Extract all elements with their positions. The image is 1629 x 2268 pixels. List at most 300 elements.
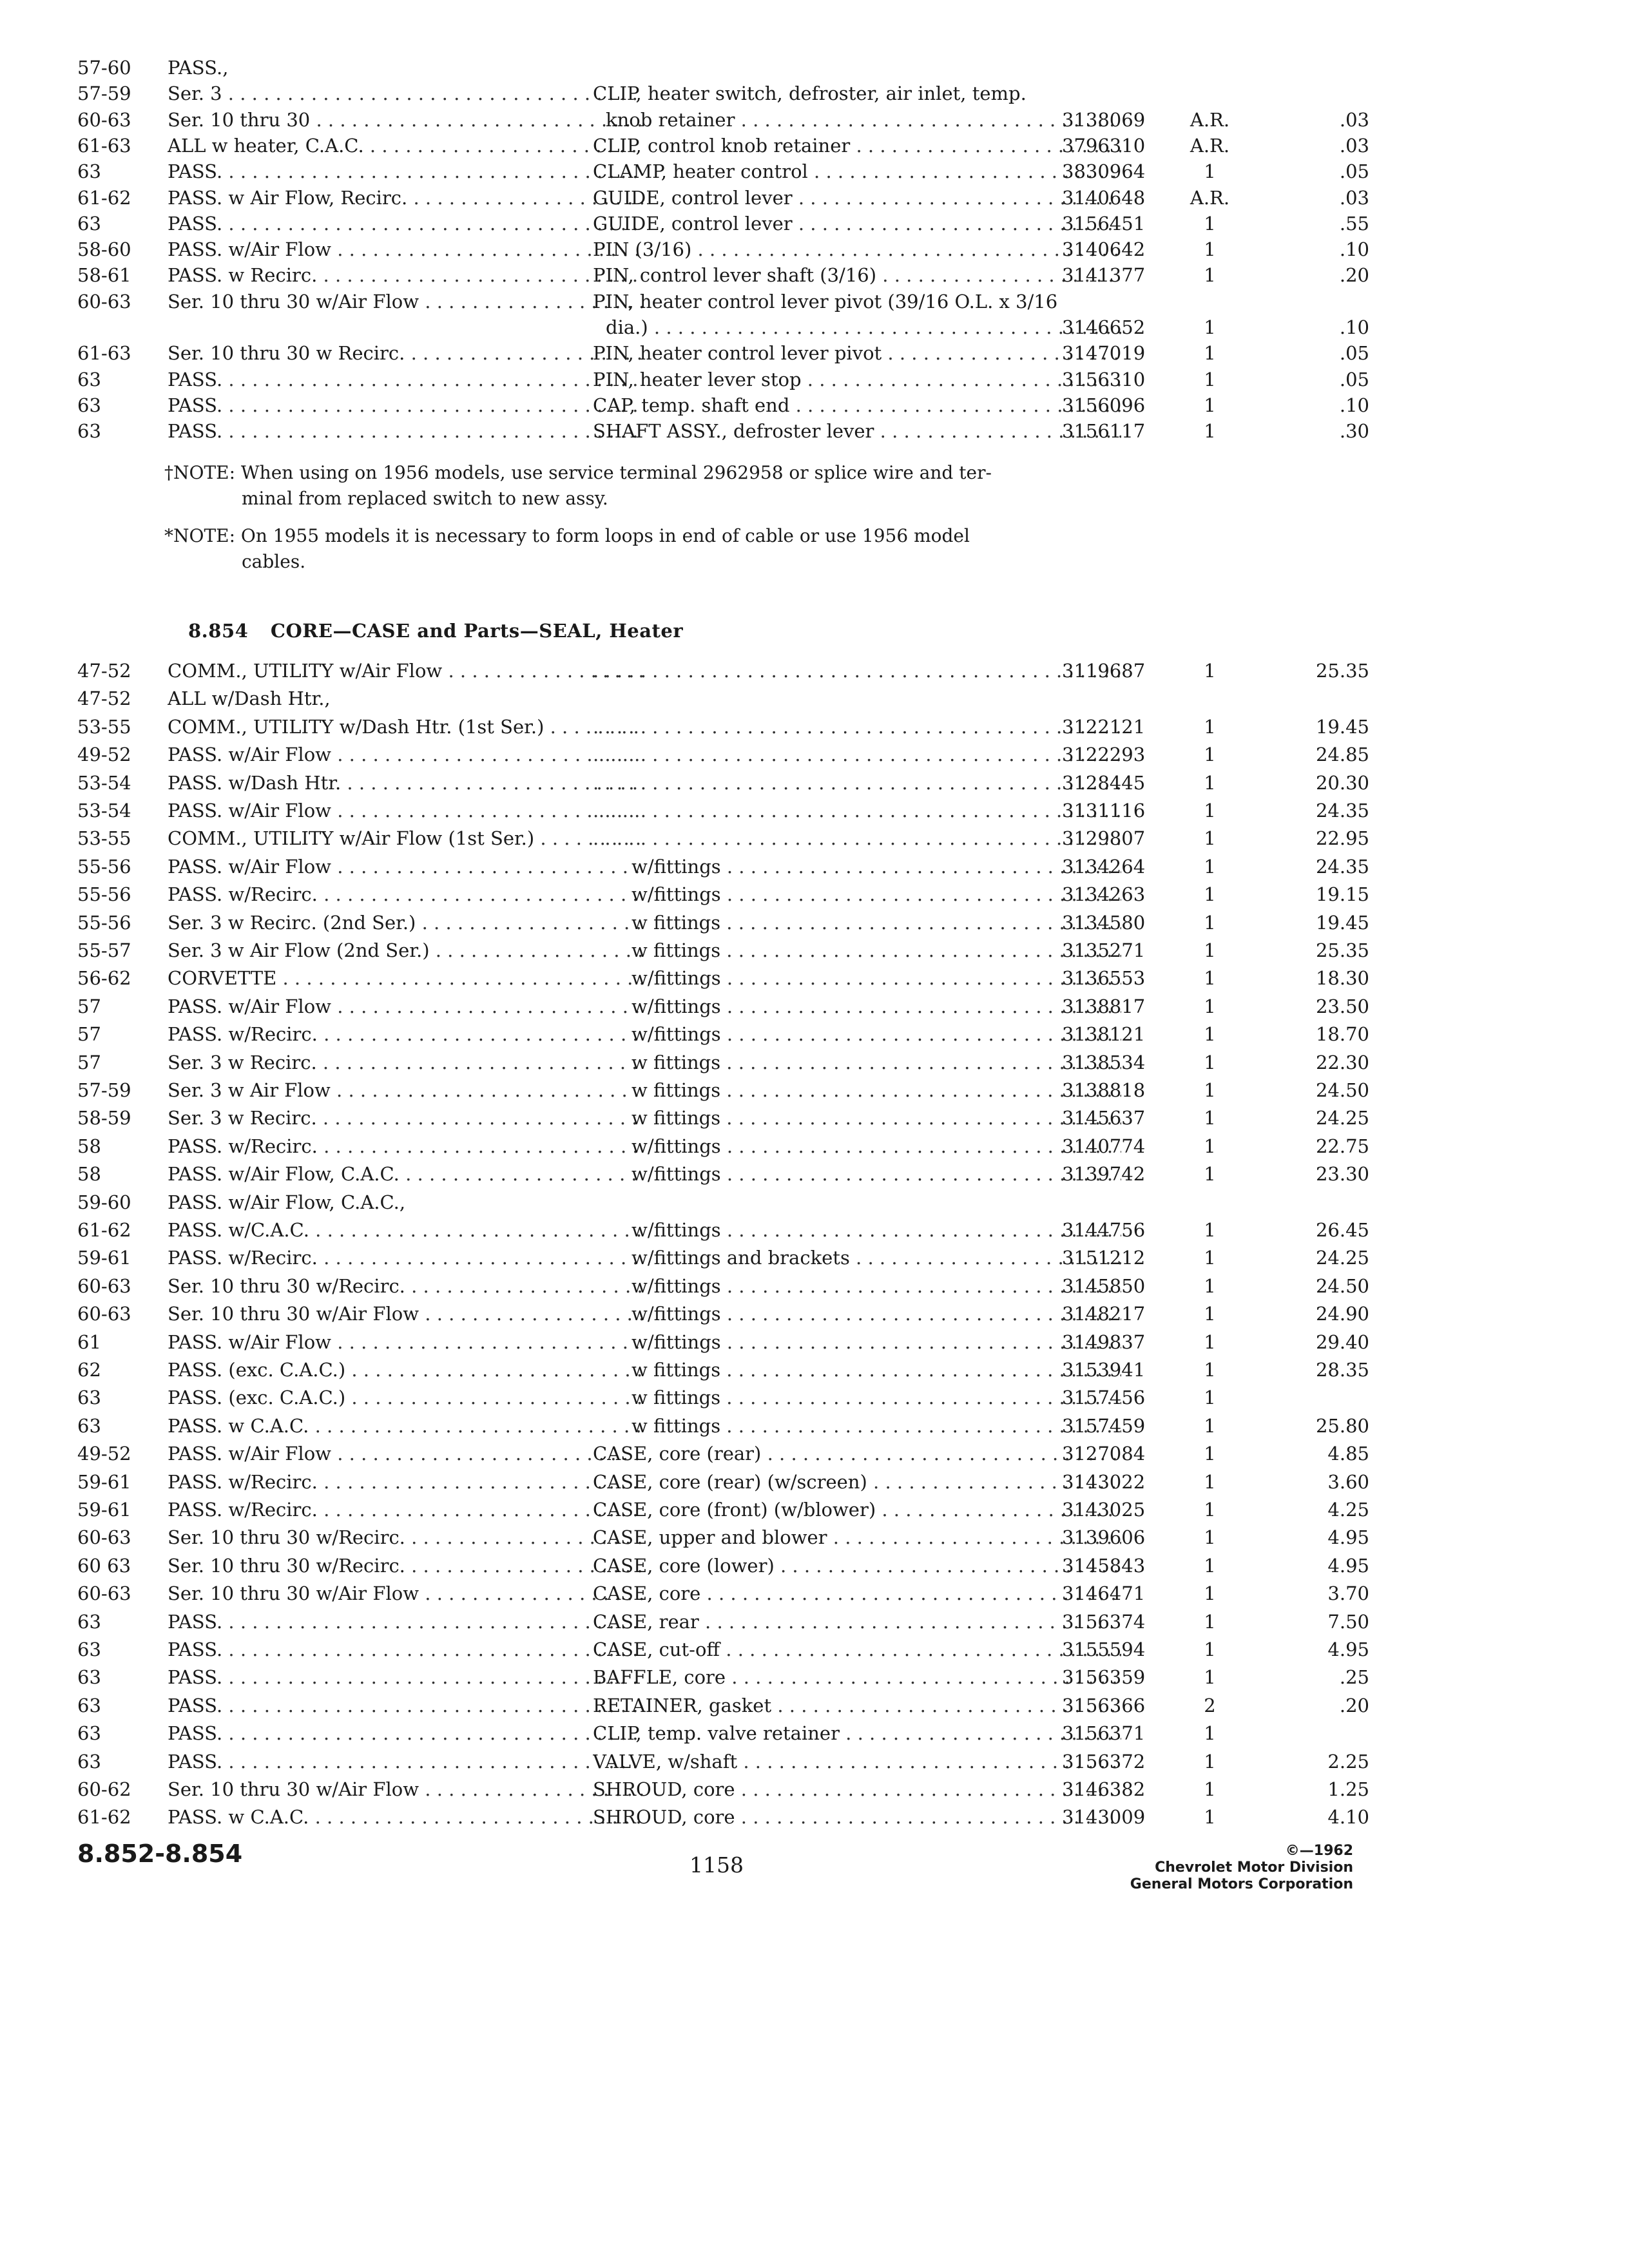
- year-cell: [77, 340, 164, 367]
- year-cell-text: 62: [77, 1359, 101, 1381]
- table-row: [77, 158, 1369, 186]
- price-cell: [1247, 1329, 1369, 1356]
- quantity-cell: [1173, 1776, 1247, 1803]
- quantity-cell: [1173, 1552, 1247, 1580]
- price-cell-text: .05: [1339, 368, 1369, 390]
- table-row: [77, 1049, 1369, 1077]
- model-cell: [168, 685, 644, 713]
- price-cell: [1247, 314, 1369, 341]
- table-row: [77, 1216, 1369, 1244]
- table-row: [77, 80, 1302, 108]
- description-cell-text: w/fittings . . .: [631, 1275, 1121, 1297]
- price-cell: [1247, 1692, 1369, 1720]
- table-row: [77, 1077, 1369, 1104]
- description-cell: [631, 1356, 1121, 1384]
- year-cell: [77, 106, 164, 134]
- part-number-cell: [1062, 1049, 1171, 1077]
- description-cell-text: w/fittings and brackets . . .: [631, 1247, 1121, 1269]
- price-cell: [1247, 106, 1369, 134]
- model-cell: [168, 1524, 644, 1552]
- model-cell-text: Ser. 10 thru 30 w/Air Flow . . .: [168, 1303, 644, 1325]
- quantity-cell-text: 1: [1204, 1750, 1216, 1773]
- quantity-cell-text: 2: [1204, 1694, 1216, 1716]
- price-cell: [1247, 937, 1369, 965]
- quantity-cell-text: 1: [1204, 1610, 1216, 1633]
- quantity-cell: [1173, 366, 1247, 394]
- price-cell-text: 4.95: [1327, 1526, 1369, 1549]
- table-row: [77, 769, 1369, 797]
- table-row: [77, 1803, 1369, 1831]
- description-cell-text: dia.) . . .: [606, 316, 1121, 338]
- description-cell-text: SHAFT ASSY., defroster lever . . .: [593, 420, 1121, 442]
- price-cell-text: 24.35: [1315, 855, 1369, 878]
- price-cell-text: .10: [1339, 238, 1369, 261]
- description-cell: [593, 1692, 1121, 1720]
- year-cell-text: 56-62: [77, 967, 131, 990]
- description-cell-text: knob retainer . . .: [606, 109, 1121, 131]
- part-number-cell: [1062, 713, 1171, 741]
- quantity-cell-text: 1: [1204, 1806, 1216, 1829]
- quantity-cell: [1173, 1384, 1247, 1412]
- part-number-cell: [1062, 1356, 1171, 1384]
- quantity-cell: [1173, 106, 1247, 134]
- price-cell-text: 4.95: [1327, 1639, 1369, 1660]
- quantity-cell-text: 1: [1204, 827, 1216, 850]
- part-number-cell: [1062, 262, 1171, 289]
- price-cell: [1247, 1608, 1369, 1636]
- part-number-cell-text: 3145637: [1062, 1107, 1146, 1129]
- year-cell-text: 59-61: [77, 1470, 131, 1493]
- part-number-cell-text: 3156451: [1062, 212, 1146, 235]
- model-cell: [168, 937, 644, 965]
- model-cell-text: Ser. 10 thru 30 w/Recirc. . . .: [168, 1555, 644, 1577]
- price-cell: [1247, 1160, 1369, 1188]
- table-row: [77, 825, 1369, 852]
- description-cell: [593, 1440, 1121, 1468]
- quantity-cell-text: 1: [1204, 995, 1216, 1017]
- year-cell: [77, 132, 164, 160]
- year-cell: [77, 1552, 164, 1580]
- price-cell: [1247, 418, 1369, 445]
- price-cell-text: 3.60: [1327, 1470, 1369, 1493]
- model-cell-text: PASS. w/Air Flow . . .: [168, 800, 644, 822]
- year-cell-text: 53-55: [77, 715, 131, 738]
- model-cell-text: PASS. w/Air Flow . . .: [168, 238, 644, 260]
- year-cell-text: 58-60: [77, 238, 131, 261]
- table-row: [77, 1636, 1369, 1664]
- quantity-cell: [1173, 418, 1247, 445]
- price-cell: [1247, 210, 1369, 238]
- quantity-cell: [1173, 340, 1247, 367]
- table-row: [77, 1244, 1369, 1272]
- model-cell: [168, 769, 644, 797]
- part-number-cell: [1062, 392, 1171, 419]
- model-cell: [168, 1021, 644, 1048]
- description-cell: [593, 80, 1121, 108]
- price-cell: [1247, 366, 1369, 394]
- price-cell: [1247, 262, 1369, 289]
- model-cell: [168, 132, 644, 160]
- year-cell: [77, 262, 164, 289]
- quantity-cell-text: 1: [1204, 715, 1216, 738]
- price-cell-text: 3.70: [1327, 1582, 1369, 1605]
- part-number-cell-text: 3138069: [1062, 108, 1146, 131]
- part-number-cell: [1062, 965, 1171, 992]
- year-cell-text: 63: [77, 368, 101, 390]
- model-cell: [168, 80, 644, 108]
- page-number: 1158: [689, 1852, 744, 1878]
- quantity-cell-text: 1: [1204, 855, 1216, 878]
- description-cell-text: w fittings . . .: [631, 939, 1121, 961]
- part-number-cell-text: 3145850: [1062, 1274, 1146, 1297]
- year-cell: [77, 1104, 164, 1132]
- model-cell-text: PASS. w/Recirc. . . .: [168, 1499, 644, 1521]
- part-number-cell: [1062, 236, 1171, 264]
- year-cell: [77, 1077, 164, 1104]
- price-cell-text: 24.90: [1315, 1303, 1369, 1325]
- year-cell-text: 47-52: [77, 687, 131, 710]
- quantity-cell-text: A.R.: [1190, 108, 1230, 131]
- price-cell: [1247, 184, 1369, 212]
- quantity-cell: [1173, 909, 1247, 937]
- table-row: [77, 797, 1369, 825]
- model-cell: [168, 54, 644, 82]
- quantity-cell-text: 1: [1204, 1274, 1216, 1297]
- year-cell-text: 57: [77, 1023, 101, 1046]
- price-cell-text: 19.45: [1315, 715, 1369, 738]
- model-cell-text: PASS. . . .: [168, 369, 644, 390]
- price-cell-text: .10: [1339, 394, 1369, 416]
- table-row: [77, 106, 1369, 134]
- part-number-cell-text: 3129807: [1062, 827, 1146, 850]
- year-cell-text: 58-59: [77, 1107, 131, 1129]
- table-row: [77, 366, 1369, 394]
- section-range: 8.852-8.854: [77, 1840, 243, 1868]
- year-cell: [77, 1608, 164, 1636]
- price-cell-text: 23.30: [1315, 1163, 1369, 1186]
- price-cell-text: 4.95: [1327, 1554, 1369, 1577]
- table-row: [77, 1468, 1369, 1496]
- description-cell: [593, 418, 1121, 445]
- model-cell-text: Ser. 10 thru 30 w/Air Flow . . .: [168, 291, 644, 312]
- part-number-cell-text: 3144756: [1062, 1219, 1146, 1241]
- description-cell: [593, 210, 1121, 238]
- part-number-cell: [1062, 340, 1171, 367]
- price-cell-text: 25.80: [1315, 1414, 1369, 1437]
- model-cell-text: PASS. w/Recirc. . . .: [168, 1247, 644, 1269]
- quantity-cell-text: 1: [1204, 316, 1216, 338]
- part-number-cell-text: 3128445: [1062, 771, 1146, 794]
- model-cell: [168, 262, 644, 289]
- model-cell: [168, 1468, 644, 1496]
- year-cell: [77, 1692, 164, 1720]
- year-cell: [77, 909, 164, 937]
- price-cell-text: .03: [1339, 108, 1369, 131]
- part-number-cell-text: 3119687: [1062, 660, 1146, 682]
- price-cell: [1247, 1636, 1369, 1664]
- price-cell: [1247, 1496, 1369, 1524]
- quantity-cell-text: 1: [1204, 1554, 1216, 1577]
- year-cell-text: 60-63: [77, 1582, 131, 1605]
- model-cell: [168, 184, 644, 212]
- year-cell-text: 63: [77, 420, 101, 443]
- model-cell-text: PASS. w/Air Flow . . .: [168, 1443, 644, 1465]
- description-cell-text: w fittings . . .: [631, 1415, 1121, 1437]
- quantity-cell-text: 1: [1204, 1331, 1216, 1353]
- year-cell: [77, 1580, 164, 1608]
- model-cell: [168, 1552, 644, 1580]
- description-cell: [593, 392, 1121, 419]
- model-cell: [168, 853, 644, 881]
- year-cell-text: 58: [77, 1163, 101, 1186]
- price-cell: [1247, 825, 1369, 852]
- table-row: [77, 1160, 1369, 1188]
- description-cell: [593, 825, 1121, 852]
- model-cell-text: PASS. . . .: [168, 394, 644, 416]
- price-cell-text: 1.25: [1327, 1778, 1369, 1800]
- price-cell: [1247, 1216, 1369, 1244]
- price-cell: [1247, 881, 1369, 908]
- year-cell-text: 60-63: [77, 108, 131, 131]
- quantity-cell-text: 1: [1204, 1470, 1216, 1493]
- price-cell-text: .03: [1339, 134, 1369, 157]
- price-cell-text: .20: [1339, 1694, 1369, 1716]
- price-cell-text: 24.85: [1315, 744, 1369, 766]
- section-heading: [188, 620, 683, 642]
- part-number-cell-text: 3139606: [1062, 1526, 1146, 1549]
- model-cell: [168, 825, 644, 852]
- year-cell-text: 63: [77, 212, 101, 235]
- description-cell: [593, 1496, 1121, 1524]
- quantity-cell-text: 1: [1204, 212, 1216, 235]
- year-cell-text: 61-63: [77, 134, 131, 157]
- quantity-cell-text: 1: [1204, 1079, 1216, 1101]
- quantity-cell: [1173, 1077, 1247, 1104]
- part-number-cell-text: 3143022: [1062, 1470, 1146, 1493]
- price-cell-text: 24.25: [1315, 1107, 1369, 1129]
- year-cell: [77, 965, 164, 992]
- description-cell: [593, 1748, 1121, 1776]
- price-cell: [1247, 1748, 1369, 1776]
- price-cell-text: .10: [1339, 316, 1369, 338]
- description-cell: [593, 713, 1121, 741]
- description-cell: [631, 1160, 1121, 1188]
- price-cell-text: 18.70: [1315, 1023, 1369, 1046]
- model-cell-text: Ser. 3 w Air Flow (2nd Ser.) . . .: [168, 939, 644, 961]
- quantity-cell-text: 1: [1204, 1526, 1216, 1549]
- part-number-cell: [1062, 1803, 1171, 1831]
- quantity-cell-text: 1: [1204, 394, 1216, 416]
- quantity-cell: [1173, 1748, 1247, 1776]
- table-row: [77, 1104, 1369, 1132]
- year-cell-text: 53-54: [77, 800, 131, 822]
- model-cell: [168, 741, 644, 769]
- part-number-cell-text: 3136553: [1062, 967, 1146, 990]
- description-cell: [593, 769, 1121, 797]
- table-row: [77, 288, 1302, 316]
- price-cell: [1247, 1021, 1369, 1048]
- year-cell: [77, 1636, 164, 1664]
- part-number-cell: [1062, 881, 1171, 908]
- model-cell-text: Ser. 10 thru 30 w/Air Flow . . .: [168, 1778, 644, 1800]
- price-cell: [1247, 392, 1369, 419]
- model-cell: [168, 1496, 644, 1524]
- quantity-cell-text: 1: [1204, 1443, 1216, 1465]
- quantity-cell: [1173, 657, 1247, 685]
- part-number-cell-text: 3131116: [1062, 800, 1146, 822]
- part-number-cell: [1062, 797, 1171, 825]
- model-cell-text: PASS. w/C.A.C. . . .: [168, 1219, 644, 1241]
- year-cell-text: 59-61: [77, 1499, 131, 1521]
- description-cell-text: w/fittings . . .: [631, 1331, 1121, 1353]
- model-cell-text: Ser. 3 w Recirc. . . .: [168, 1107, 644, 1129]
- year-cell-text: 63: [77, 160, 101, 183]
- year-cell: [77, 937, 164, 965]
- description-cell-text: CASE, cut-off . . .: [593, 1639, 1121, 1660]
- description-cell: [593, 1608, 1121, 1636]
- quantity-cell-text: 1: [1204, 1135, 1216, 1157]
- model-cell-text: PASS. w C.A.C. . . .: [168, 1415, 644, 1437]
- price-cell: [1247, 1524, 1369, 1552]
- price-cell: [1247, 1552, 1369, 1580]
- description-cell-text: CLIP, control knob retainer . . .: [593, 135, 1121, 157]
- description-cell-text: CASE, upper and blower . . .: [593, 1526, 1121, 1548]
- description-cell: [631, 853, 1121, 881]
- quantity-cell: [1173, 1636, 1247, 1664]
- model-cell: [168, 236, 644, 264]
- description-cell-text: [593, 772, 1121, 794]
- part-number-cell: [1062, 418, 1171, 445]
- part-number-cell-text: 3153941: [1062, 1359, 1146, 1381]
- model-cell-text: PASS. w C.A.C. . . .: [168, 1806, 644, 1828]
- part-number-cell: [1062, 1468, 1171, 1496]
- part-number-cell-text: 3138534: [1062, 1051, 1146, 1073]
- table-row: [77, 340, 1369, 367]
- model-cell: [168, 1776, 644, 1803]
- part-number-cell: [1062, 1104, 1171, 1132]
- model-cell: [168, 797, 644, 825]
- model-cell: [168, 1244, 644, 1272]
- quantity-cell-text: 1: [1204, 264, 1216, 287]
- quantity-cell-text: 1: [1204, 1582, 1216, 1605]
- price-cell-text: 7.50: [1327, 1610, 1369, 1633]
- quantity-cell: [1173, 937, 1247, 965]
- quantity-cell-text: A.R.: [1190, 134, 1230, 157]
- year-cell-text: 55-56: [77, 911, 131, 934]
- quantity-cell: [1173, 1440, 1247, 1468]
- model-cell: [168, 1133, 644, 1160]
- model-cell: [168, 713, 644, 741]
- table-row: [77, 314, 1369, 341]
- model-cell-text: Ser. 10 thru 30 w/Recirc. . . .: [168, 1275, 644, 1297]
- publisher-block: [1083, 1843, 1353, 1893]
- part-number-cell: [1062, 1244, 1171, 1272]
- model-cell-text: PASS. . . .: [168, 1722, 644, 1744]
- quantity-cell: [1173, 184, 1247, 212]
- part-number-cell: [1062, 132, 1171, 160]
- table-row: [77, 132, 1369, 160]
- year-cell: [77, 366, 164, 394]
- quantity-cell-text: 1: [1204, 342, 1216, 365]
- model-cell-text: Ser. 10 thru 30 w/Air Flow . . .: [168, 1582, 644, 1604]
- model-cell-text: PASS. . . .: [168, 1639, 644, 1660]
- description-cell-text: w fittings . . .: [631, 1079, 1121, 1101]
- description-cell-text: [593, 660, 1121, 682]
- table-row: [77, 184, 1369, 212]
- price-cell: [1247, 993, 1369, 1021]
- part-number-cell: [1062, 1160, 1171, 1188]
- price-cell: [1247, 713, 1369, 741]
- table-row: [77, 965, 1369, 992]
- description-cell-text: CAP, temp. shaft end . . .: [593, 394, 1121, 416]
- year-cell: [77, 685, 164, 713]
- table-row: [77, 1329, 1369, 1356]
- year-cell: [77, 184, 164, 212]
- model-cell-text: PASS. . . .: [168, 1695, 644, 1716]
- description-cell: [593, 340, 1121, 367]
- model-cell-text: PASS. w Recirc. . . .: [168, 264, 644, 286]
- part-number-cell-text: 3155594: [1062, 1639, 1146, 1660]
- model-cell: [168, 106, 644, 134]
- year-cell-text: 63: [77, 1639, 101, 1660]
- price-cell: [1247, 1273, 1369, 1300]
- table-row: [77, 1776, 1369, 1803]
- description-cell-text: CLIP, temp. valve retainer . . .: [593, 1722, 1121, 1744]
- price-cell: [1247, 1356, 1369, 1384]
- model-cell: [168, 1720, 644, 1747]
- description-cell: [593, 184, 1121, 212]
- year-cell-text: 60-63: [77, 1274, 131, 1297]
- price-cell: [1247, 1468, 1369, 1496]
- price-cell-text: 28.35: [1315, 1359, 1369, 1381]
- model-cell-text: PASS. . . .: [168, 1751, 644, 1773]
- price-cell-text: .05: [1339, 160, 1369, 183]
- price-cell: [1247, 1776, 1369, 1803]
- table-row: [77, 1133, 1369, 1160]
- part-number-cell-text: 3156372: [1062, 1750, 1146, 1773]
- description-cell: [631, 1329, 1121, 1356]
- price-cell: [1247, 1440, 1369, 1468]
- price-cell: [1247, 657, 1369, 685]
- model-cell: [168, 366, 644, 394]
- description-cell: [593, 1803, 1121, 1831]
- price-cell-text: 24.35: [1315, 800, 1369, 822]
- price-cell: [1247, 1104, 1369, 1132]
- description-cell-text: w/fittings . . .: [631, 883, 1121, 905]
- description-cell: [593, 1636, 1121, 1664]
- description-cell: [593, 1580, 1121, 1608]
- description-cell: [593, 262, 1121, 289]
- year-cell-text: 63: [77, 1414, 101, 1437]
- description-cell: [631, 1244, 1121, 1272]
- year-cell-text: 61: [77, 1331, 101, 1353]
- price-cell-text: .03: [1339, 186, 1369, 209]
- description-cell: [593, 1720, 1121, 1747]
- description-cell-text: [593, 827, 1121, 849]
- model-cell: [168, 881, 644, 908]
- part-number-cell-text: 3145843: [1062, 1554, 1146, 1577]
- publisher-line1: Chevrolet Motor Division: [1155, 1860, 1353, 1876]
- price-cell-text: .25: [1339, 1666, 1369, 1689]
- quantity-cell-text: 1: [1204, 238, 1216, 261]
- quantity-cell: [1173, 965, 1247, 992]
- description-cell: [631, 1300, 1121, 1328]
- quantity-cell-text: 1: [1204, 1722, 1216, 1745]
- quantity-cell: [1173, 314, 1247, 341]
- table-row: [77, 1300, 1369, 1328]
- year-cell-text: 55-56: [77, 855, 131, 878]
- quantity-cell-text: 1: [1204, 1051, 1216, 1073]
